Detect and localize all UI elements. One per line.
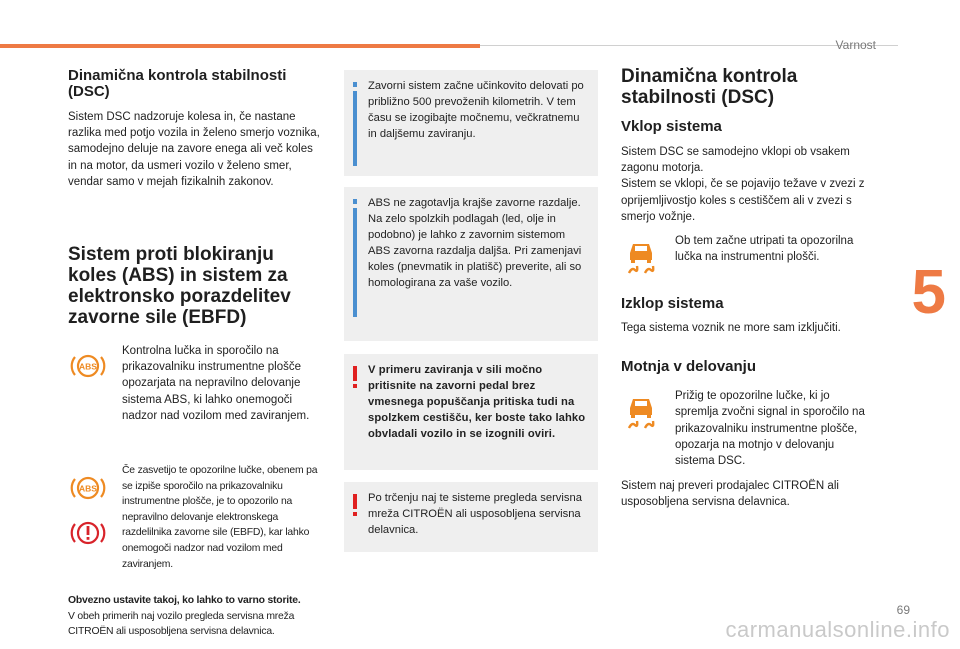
info-icon [353,199,357,317]
column-left [68,68,324,640]
svg-text:ABS: ABS [79,483,97,494]
ebfd-warning-text: Če zasvetijo te opozorilne lučke, obenem pa se izpiše sporočilo na prikazovalniku instrumentne plošče, je to opozorilo na nepravilno delovanje elektronskega razdelilnika zavorne sile (EBFD), kar lahko onemogoči nadzor nad vozilom med zaviranjem. [122,465,318,570]
chapter-number: 5 [911,258,946,327]
dsc-fault-icon [623,394,659,430]
warning-icon [353,366,357,388]
activation-title: Vklop sistema [621,118,722,135]
info-box-breaking-in-text: Zavorni sistem začne učinkovito delovati po približno 500 prevoženih kilometrih. V tem času se izogibajte močnemu, večkratnemu in daljšemu zaviranju. [368,80,584,140]
warning-box-after-collision [344,482,598,552]
info-icon [353,82,357,166]
warning-box-after-collision-text: Po trčenju naj te sisteme pregleda servisna mreža CITROËN ali usposobljena servisna delavnica. [368,492,582,536]
dsc-service-note: Sistem naj preveri prodajalec CITROËN ali usposobljena servisna delavnica. [621,480,839,509]
warning-box-emergency-braking [344,354,598,470]
stop-instruction: Obvezno ustavite takoj, ko lahko to varno storite. [68,595,301,607]
activation-text: Sistem DSC se samodejno vklopi ob vsakem zagonu motorja. Sistem se vklopi, če se pojavijo težave v zvezi z oprijemljivostjo koles s cestiščem ali v zvezi s smerjo vožnje. [621,146,865,223]
header-accent-bar [0,44,480,48]
page-number: 69 [896,603,910,617]
dsc-flashing-row [621,233,871,283]
brake-warning-icon [70,518,106,548]
svg-text:ABS: ABS [79,361,97,372]
malfunction-title: Motnja v delovanju [621,358,757,376]
info-box-abs-distance-text: ABS ne zagotavlja krajše zavorne razdalje. Na zelo spolzkih podlagah (led, olje in podobno) je lahko z zavornim sistemom ABS zavorna razdalja daljša. Pri zamenjavi koles (pnevmatik in platišč) preverite, ali so homologirana za vaše vozilo. [368,197,582,289]
info-box-breaking-in [344,70,598,176]
deactivation-text: Tega sistema voznik ne more sam izključiti. [621,322,841,335]
abs-warning-text: Kontrolna lučka in sporočilo na prikazovalniku instrumentne plošče opozarjata na nepravilno delovanje sistema ABS, ki lahko onemogoči nadzor nad vozilom med zaviranjem. [122,345,310,422]
warning-icon [353,494,357,516]
abs-warning-row [68,343,324,443]
section-label: Varnost [835,38,876,52]
abs-warning-icon [70,351,106,381]
dsc-fault-text: Prižig te opozorilne lučke, ki jo spremlja zvočni signal in sporočilo na prikazovalniku instrumentne plošče, opozarja na motnjo v delovanju sistema DSC. [675,390,865,468]
service-note: V obeh primerih naj vozilo pregleda servisna mreža CITROËN ali usposobljena servisna delavnica. [68,610,295,638]
warning-box-emergency-braking-text: V primeru zaviranja v sili močno pritisnite na zavorni pedal brez vmesnega popuščanja pritiska tudi na spolzkem cestišču, ker boste tako lahko obvladali vozilo in se izognili oviri. [368,364,586,440]
abs-title: Sistem proti blokiranju koles (ABS) in sistem za elektronsko porazdelitev zavorne sile (EBFD) [68,244,291,329]
info-box-abs-distance [344,187,598,341]
watermark: carmanualsonline.info [725,617,950,642]
dsc-title: Dinamična kontrola stabilnosti (DSC) [621,66,798,108]
deactivation-title: Izklop sistema [621,295,724,313]
dsc-fault-row [621,388,871,472]
dsc-skid-icon [623,239,659,275]
ebfd-warning-row [68,463,324,589]
column-right [621,66,871,511]
dsc-intro-text: Sistem DSC nadzoruje kolesa in, če nastane razlika med potjo vozila in želeno smerjo voznika, samodejno deluje na zavore enega ali več koles in na motor, da usmeri vozilo v želeno smer, vendar samo v mejah fizikalnih zakonov. [68,111,320,188]
abs-warning-icon-2 [70,473,106,503]
dsc-flashing-text: Ob tem začne utripati ta opozorilna lučka na instrumentni plošči. [675,235,854,264]
dsc-intro-title: Dinamična kontrola stabilnosti (DSC) [68,67,287,100]
